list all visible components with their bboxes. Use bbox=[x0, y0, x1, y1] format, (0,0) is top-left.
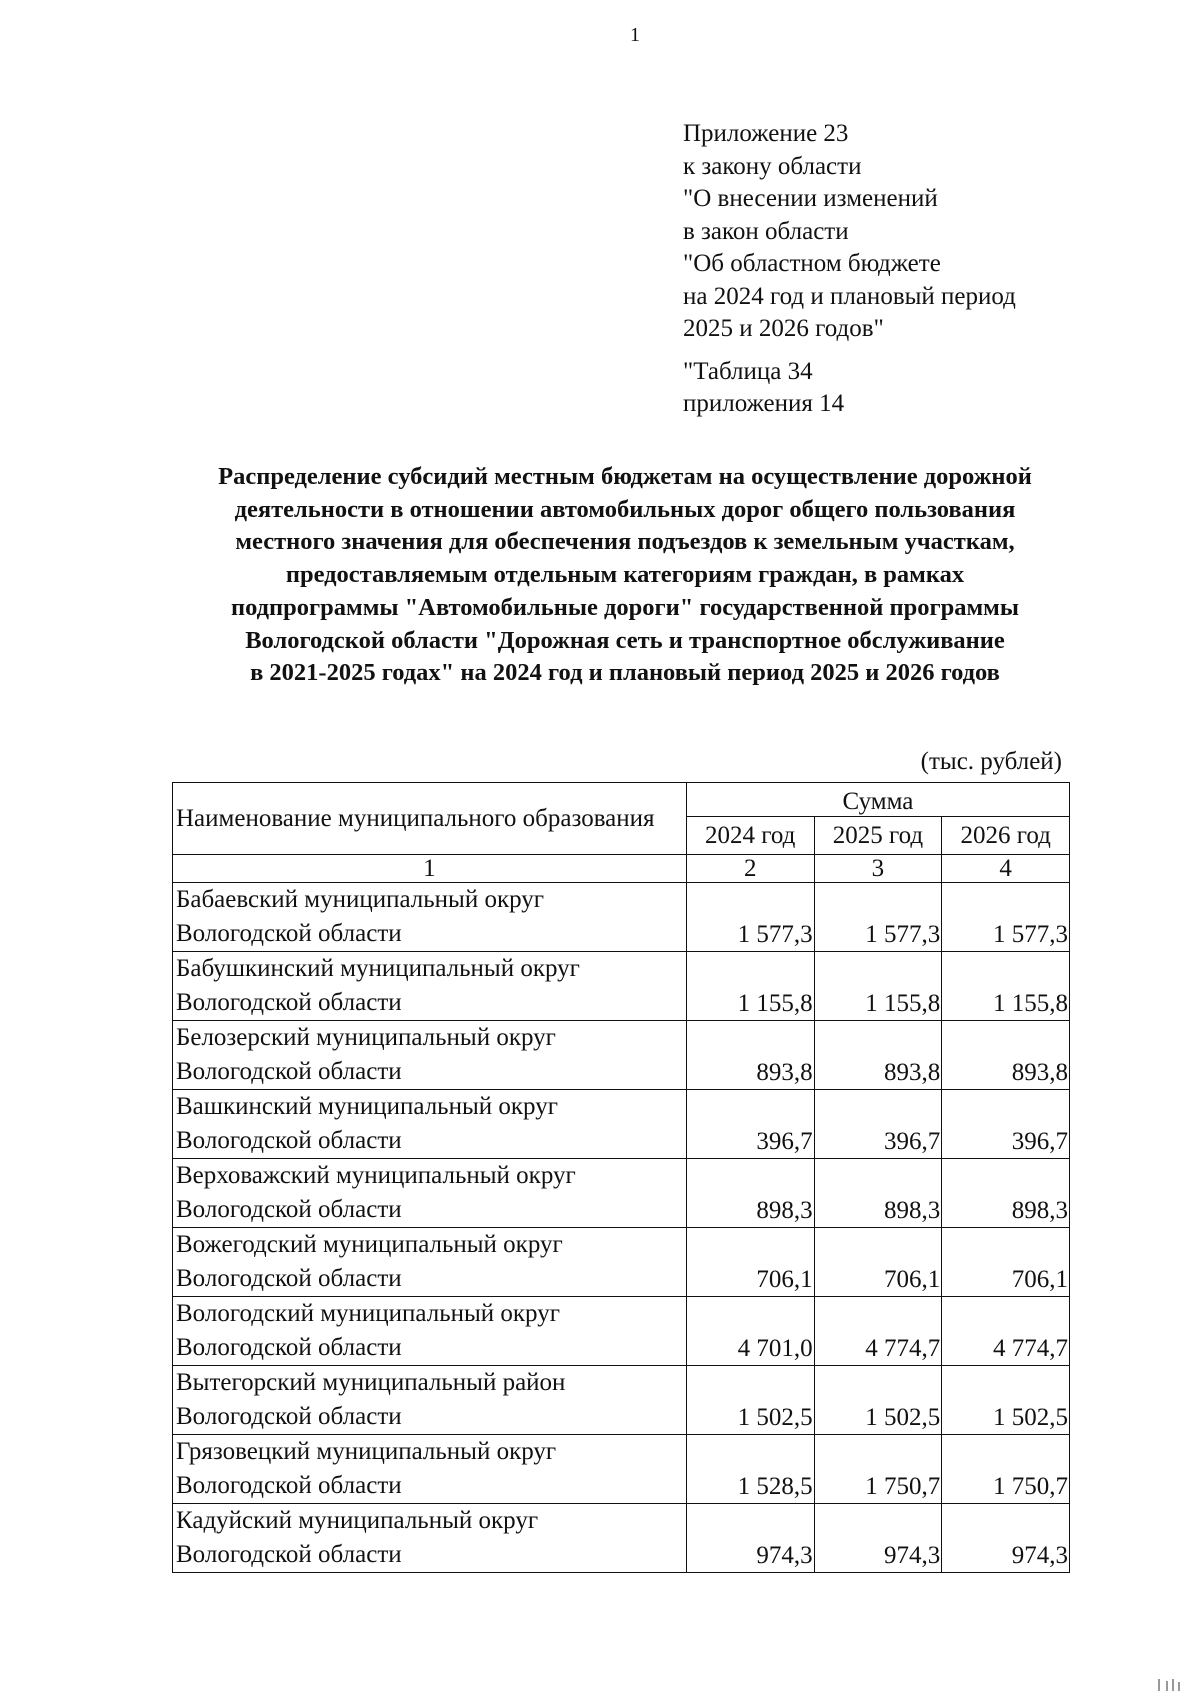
value-2025: 898,3 bbox=[814, 1159, 942, 1228]
appendix-line: к закону области bbox=[683, 152, 862, 180]
name-line: Вологодский муниципальный округ bbox=[176, 1300, 560, 1327]
name-line: Вожегодский муниципальный округ bbox=[176, 1231, 563, 1258]
appendix-line: Приложение 23 bbox=[683, 120, 849, 147]
table-row bbox=[173, 1504, 1070, 1573]
table-row bbox=[173, 952, 1070, 1021]
value-2024: 974,3 bbox=[686, 1504, 814, 1573]
appendix-line: "Об областном бюджете bbox=[683, 250, 941, 277]
value-2024: 1 155,8 bbox=[686, 952, 814, 1021]
table-reference-line: приложения 14 bbox=[683, 390, 845, 417]
header-municipality: Наименование муниципального образования bbox=[173, 783, 687, 855]
name-line: Вологодской области bbox=[176, 1127, 402, 1154]
value-2026: 1 750,7 bbox=[942, 1435, 1070, 1504]
name-line: Вытегорский муниципальный район bbox=[176, 1369, 566, 1396]
title-line: местного значения для обеспечения подъездов к земельным участкам, bbox=[235, 528, 1015, 556]
value-2024: 1 502,5 bbox=[686, 1366, 814, 1435]
table-row bbox=[173, 1228, 1070, 1297]
title-line: Распределение субсидий местным бюджетам на осуществление дорожной bbox=[218, 463, 1032, 490]
table-reference-line: "Таблица 34 bbox=[683, 357, 813, 385]
page-number: 1 bbox=[630, 24, 640, 46]
value-2026: 706,1 bbox=[942, 1228, 1070, 1297]
municipality-name bbox=[173, 1297, 687, 1366]
municipality-name bbox=[173, 1159, 687, 1228]
value-2025: 1 750,7 bbox=[814, 1435, 942, 1504]
municipality-name bbox=[173, 1228, 687, 1297]
value-2025: 1 502,5 bbox=[814, 1366, 942, 1435]
municipality-name bbox=[173, 883, 687, 952]
table-row bbox=[173, 1090, 1070, 1159]
value-2026: 4 774,7 bbox=[942, 1297, 1070, 1366]
value-2024: 706,1 bbox=[686, 1228, 814, 1297]
value-2024: 1 577,3 bbox=[686, 883, 814, 952]
name-line: Вашкинский муниципальный округ bbox=[176, 1093, 558, 1120]
value-2024: 1 528,5 bbox=[686, 1435, 814, 1504]
name-line: Вологодской области bbox=[176, 920, 402, 947]
municipality-name bbox=[173, 1021, 687, 1090]
value-2025: 706,1 bbox=[814, 1228, 942, 1297]
value-2025: 4 774,7 bbox=[814, 1297, 942, 1366]
value-2026: 898,3 bbox=[942, 1159, 1070, 1228]
value-2025: 974,3 bbox=[814, 1504, 942, 1573]
value-2026: 893,8 bbox=[942, 1021, 1070, 1090]
name-line: Вологодской области bbox=[176, 1541, 402, 1568]
table-row bbox=[173, 1021, 1070, 1090]
subsidy-table bbox=[172, 782, 1070, 1573]
document-title bbox=[150, 461, 1100, 690]
value-2026: 974,3 bbox=[942, 1504, 1070, 1573]
table-row bbox=[173, 883, 1070, 952]
name-line: Вологодской области bbox=[176, 1472, 402, 1499]
name-line: Кадуйский муниципальный округ bbox=[176, 1507, 539, 1534]
name-line: Вологодской области bbox=[176, 989, 402, 1016]
name-line: Бабаевский муниципальный округ bbox=[176, 886, 545, 913]
title-line: деятельности в отношении автомобильных дорог общего пользования bbox=[234, 495, 1016, 523]
municipality-name bbox=[173, 1435, 687, 1504]
column-number: 2 bbox=[686, 855, 814, 883]
value-2024: 898,3 bbox=[686, 1159, 814, 1228]
table-row bbox=[173, 1159, 1070, 1228]
value-2024: 893,8 bbox=[686, 1021, 814, 1090]
name-line: Верховажский муниципальный округ bbox=[176, 1162, 576, 1189]
name-line: Грязовецкий муниципальный округ bbox=[176, 1438, 557, 1465]
header-sum: Сумма bbox=[686, 783, 1069, 817]
value-2025: 1 577,3 bbox=[814, 883, 942, 952]
name-line: Вологодской области bbox=[176, 1058, 402, 1085]
appendix-line: "О внесении изменений bbox=[683, 185, 938, 212]
value-2025: 1 155,8 bbox=[814, 952, 942, 1021]
name-line: Вологодской области bbox=[176, 1403, 402, 1430]
header-year-2025: 2025 год bbox=[814, 817, 942, 855]
name-line: Белозерский муниципальный округ bbox=[176, 1024, 556, 1051]
appendix-line: 2025 и 2026 годов" bbox=[683, 315, 884, 342]
value-2026: 1 502,5 bbox=[942, 1366, 1070, 1435]
title-line: в 2021-2025 годах" на 2024 год и плановый период 2025 и 2026 годов bbox=[250, 659, 1000, 687]
header-year-2026: 2026 год bbox=[942, 817, 1070, 855]
municipality-name bbox=[173, 1504, 687, 1573]
value-2024: 396,7 bbox=[686, 1090, 814, 1159]
value-2025: 396,7 bbox=[814, 1090, 942, 1159]
column-number: 4 bbox=[942, 855, 1070, 883]
municipality-name bbox=[173, 952, 687, 1021]
table-row bbox=[173, 1297, 1070, 1366]
appendix-header bbox=[683, 118, 1016, 421]
value-2026: 1 155,8 bbox=[942, 952, 1070, 1021]
name-line: Вологодской области bbox=[176, 1196, 402, 1223]
municipality-name bbox=[173, 1366, 687, 1435]
name-line: Вологодской области bbox=[176, 1334, 402, 1361]
table-row bbox=[173, 1435, 1070, 1504]
header-year-2024: 2024 год bbox=[686, 817, 814, 855]
column-number-row bbox=[173, 855, 1070, 883]
scan-artifact-mark bbox=[1152, 1679, 1192, 1691]
column-number: 1 bbox=[173, 855, 687, 883]
column-number: 3 bbox=[814, 855, 942, 883]
title-line: Вологодской области "Дорожная сеть и транспортное обслуживание bbox=[245, 626, 1005, 654]
title-line: предоставляемым отдельным категориям граждан, в рамках bbox=[285, 561, 965, 589]
value-2026: 396,7 bbox=[942, 1090, 1070, 1159]
name-line: Бабушкинский муниципальный округ bbox=[176, 955, 580, 982]
name-line: Вологодской области bbox=[176, 1265, 402, 1292]
value-2025: 893,8 bbox=[814, 1021, 942, 1090]
municipality-name bbox=[173, 1090, 687, 1159]
value-2024: 4 701,0 bbox=[686, 1297, 814, 1366]
table-row bbox=[173, 1366, 1070, 1435]
appendix-line: в закон области bbox=[683, 217, 849, 245]
value-2026: 1 577,3 bbox=[942, 883, 1070, 952]
title-line: подпрограммы "Автомобильные дороги" государственной программы bbox=[230, 593, 1020, 621]
units-label: (тыс. рублей) bbox=[920, 748, 1062, 775]
appendix-line: на 2024 год и плановый период bbox=[683, 282, 1016, 310]
